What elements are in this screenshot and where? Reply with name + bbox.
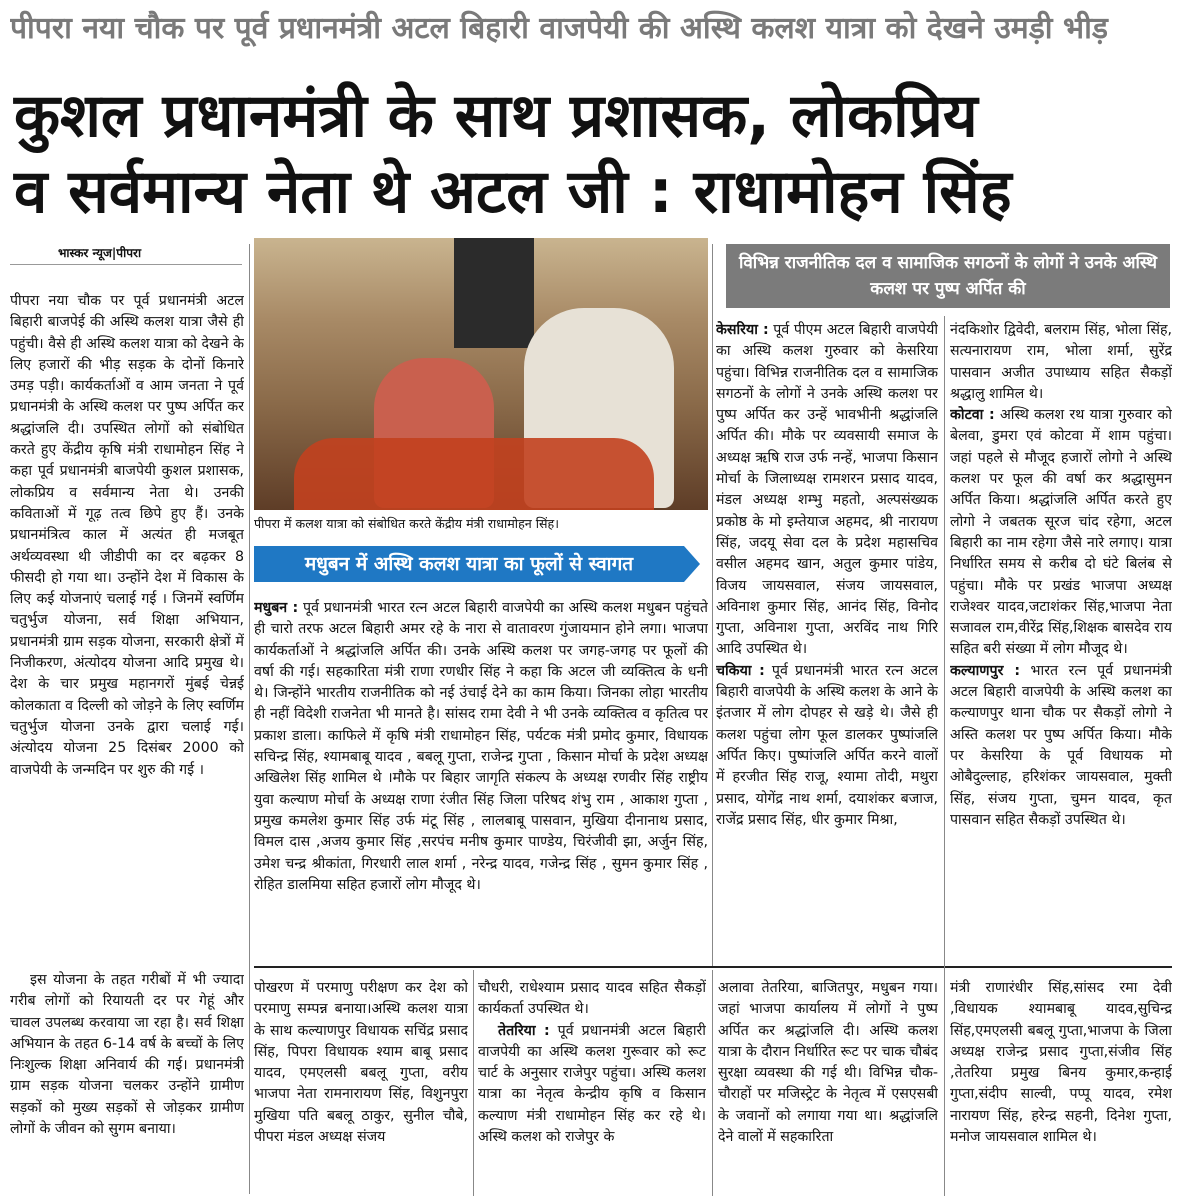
kicker-line: पीपरा नया चौक पर पूर्व प्रधानमंत्री अटल बिहारी वाजपेयी की अस्थि कलश यात्रा को देखने उमड़ी भीड़ [10, 11, 1108, 46]
bottom-column-4 [950, 978, 1172, 1198]
kesariya-paragraph [716, 320, 938, 661]
madhuban-article [254, 598, 708, 966]
column-rule-2 [712, 244, 713, 966]
kesariya-text: पूर्व पीएम अटल बिहारी वाजपेयी का अस्थि कलश गुरुवार को केसरिया पहुंचा। विभिन्न राजनीतिक दल व सामाजिक सगठनों के लोगों ने उनके अस्थि कलश पर पुष्प अर्पित कर उन्हें भावभीनी श्रद्धांजलि अर्पित की। मौके पर व्यवसायी समाज के अध्यक्ष ऋषि राज उर्फ नन्हें, भाजपा किसान मोर्चा के जिलाध्यक्ष रामशरन प्रसाद यादव, मंडल अध्यक्ष शम्भु महतो, अल्पसंख्यक प्रकोष्ठ के मो इम्तेयाज अहमद, श्री नारायण सिंह, जदयू सेवा दल के प्रदेश महासचिव वसील अहमद खान, अतुल कुमार पांडेय, विजय जायसवाल, संजय जायसवाल, अविनाश कुमार सिंह, आनंद सिंह, विनोद गुप्ता, अविनाश गुप्ता, अरविंद नाथ गिरि आदि उपस्थित थे। [716, 322, 938, 658]
right-section-banner: विभिन्न राजनीतिक दल व सामाजिक सगठनों के लोगों ने उनके अस्थि कलश पर पुष्प अर्पित की [726, 244, 1170, 308]
chakiya-paragraph [716, 661, 938, 831]
byline-divider [10, 264, 242, 265]
photo-flowers [294, 438, 654, 510]
right-column-2 [950, 320, 1172, 966]
dateline-kotwa: कोटवा : [950, 407, 995, 424]
left-column-continued [10, 970, 244, 1198]
dateline-kesariya: केसरिया : [716, 322, 769, 338]
teteriya-paragraph [478, 1021, 706, 1149]
dateline-teteriya: तेतरिया : [498, 1022, 550, 1039]
byline: भास्कर न्यूज|पीपरा [58, 246, 142, 260]
column-rule-4 [473, 970, 474, 1196]
column-rule-1 [249, 244, 250, 1194]
bottom-column-1 [254, 978, 468, 1198]
photo-caption: पीपरा में कलश यात्रा को संबोधित करते केंद्रीय मंत्री राधामोहन सिंह। [254, 516, 559, 531]
madhuban-banner-arrow [684, 546, 700, 582]
bottom-paragraph-2-intro: चौधरी, राधेश्याम प्रसाद यादव सहित सैकड़ों कार्यकर्ता उपस्थित थे। [478, 980, 706, 1018]
bottom-paragraph-4: मंत्री राणारंधीर सिंह,सांसद रमा देवी ,विधायक श्यामबाबू यादव,सुचिन्द्र सिंह,एमएलसी बबलू गुप्ता,भाजपा के जिला अध्यक्ष राजेन्द्र प्रसाद गुप्ता,संजीव सिंह ,तेतरिया प्रमुख बिनय कुमार,कन्हाई गुप्ता,संदीप साल्वी, पप्पू यादव, रमेश नारायण सिंह, हरेन्द्र सहनी, दिनेश गुप्ता, मनोज जायसवाल शामिल थे। [950, 980, 1172, 1146]
bottom-column-2 [478, 978, 706, 1198]
kalyanpur-text: भारत रत्न पूर्व प्रधानमंत्री अटल बिहारी वाजपेयी के अस्थि कलश का कल्याणपुर थाना चौक पर सैकड़ों लोगो ने अस्ति कलश पर पुष्प अर्पित किया। मौके पर केसरिया के पूर्व विधायक मो ओबैदुल्लाह, हरिशंकर जायसवाल, मुक्ती सिंह, संजय गुप्ता, चुमन यादव, कृत पासवान सहित सैकड़ों उपस्थित थे। [950, 662, 1172, 828]
bottom-paragraph-1: पोखरण में परमाणु परीक्षण कर देश को परमाणु सम्पन्न बनाया।अस्थि कलश यात्रा के साथ कल्याणपुर विधायक सचिंद्र प्रसाद सिंह, पिपरा विधायक श्याम बाबू प्रसाद यादव, एमएलसी बबलू गुप्ता, वरीय भाजपा नेता रामनारायण सिंह, विशुनपुरा मुखिया पति बबलू ठाकुर, सुनील चौबे, पीपरा मंडल अध्यक्ष संजय [254, 980, 468, 1146]
left-paragraph-2: इस योजना के तहत गरीबों में भी ज्यादा गरीब लोगों को रियायती दर पर गेहूं और चावल उपलब्ध करवाया जा रहा है। सर्व शिक्षा अभियान के तहत 6-14 वर्ष के बच्चों के लिए निःशुल्क शिक्षा अनिवार्य की गई। प्रधानमंत्री ग्राम सड़क योजना चलकर उन्होंने ग्रामीण सड़कों को मुख्य सड़कों से जोड़कर ग्रामीण लोगों के जीवन को सुगम बनाया। [10, 972, 244, 1138]
headline-line-1: कुशल प्रधानमंत्री के साथ प्रशासक, लोकप्रिय [14, 81, 978, 151]
dateline-madhuban: मधुबन : [254, 600, 299, 616]
right-column-1 [716, 320, 938, 966]
column-rule-5 [712, 970, 713, 1196]
madhuban-banner: मधुबन में अस्थि कलश यात्रा का फूलों से स्वागत [254, 546, 684, 582]
dateline-kalyanpur: कल्याणपुर : [950, 662, 1021, 679]
teteriya-text: पूर्व प्रधानमंत्री अटल बिहारी वाजपेयी का अस्थि कलश गुरूवार को रूट चार्ट के अनुसार राजेपुर पहुंचा। अस्थि कलश यात्रा का नेतृत्व केन्द्रीय कृषि व किसान कल्याण मंत्री राधामोहन सिंह कर रहे थे। अस्थि कलश को राजेपुर के [478, 1022, 706, 1146]
chakiya-continued: नंदकिशोर द्विवेदी, बलराम सिंह, भोला सिंह, सत्यनारायण राम, भोला शर्मा, सुरेंद्र पासवान अजीत उपाध्याय सहित सैकड़ों श्रद्धालु शामिल थे। [950, 322, 1172, 402]
left-column [10, 291, 244, 965]
dateline-chakiya: चकिया : [716, 662, 765, 679]
headline-line-2: व सर्वमान्य नेता थे अटल जी : राधामोहन सिंह [14, 157, 1012, 227]
headline [14, 78, 1170, 230]
bottom-column-3 [718, 978, 938, 1198]
bottom-section-divider [254, 966, 1172, 968]
kotwa-paragraph [950, 405, 1172, 661]
chakiya-text: पूर्व प्रधानमंत्री भारत रत्न अटल बिहारी वाजपेयी के अस्थि कलश के आने के इंतजार में लोग दोपहर से खड़े थे। जैसे ही कलश पहुंचा लोग फूल डालकर पुष्पांजलि अर्पित किए। पुष्पांजलि अर्पित करने वालों में हरजीत सिंह राजू, श्यामा तोदी, मथुरा प्रसाद, योगेंद्र नाथ शर्मा, दयाशंकर बजाज, राजेंद्र प्रसाद सिंह, धीर कुमार मिश्रा, [716, 662, 938, 828]
bottom-paragraph-3: अलावा तेतरिया, बाजितपुर, मधुबन गया। जहां भाजपा कार्यालय में लोगों ने पुष्प अर्पित कर श्रद्धांजलि दी। अस्थि कलश यात्रा के दौरान निर्धारित रूट पर चाक चौबंद सुरक्षा व्यवस्था की गई थी। विभिन्न चौक-चौराहों पर मजिस्ट्रेट के नेतृत्व में एसएसबी के जवानों को लगाया गया था। श्रद्धांजलि देने वालों में सहकारिता [718, 980, 938, 1146]
kalyanpur-paragraph [950, 661, 1172, 831]
kotwa-text: अस्थि कलश रथ यात्रा गुरुवार को बेलवा, डुमरा एवं कोटवा में शाम पहुंचा। जहां पहले से मौजूद हजारों लोगो ने अस्थि कलश पर फूल की वर्षा कर श्रद्धासुमन अर्पित किया। श्रद्धांजलि अर्पित करते हुए लोगो ने जबतक सूरज चांद रहेगा, अटल बिहारी का नाम रहेगा जैसे नारे लगाए। यात्रा निर्धारित समय से करीब दो घंटे बिलंब से पहुंचा। मौके पर प्रखंड भाजपा अध्यक्ष राजेश्वर यादव,जटाशंकर सिंह,भाजपा नेता सजावल राम,वीरेंद्र सिंह,शिक्षक बासदेव राय सहित बरी संख्या में लोग मौजूद थे। [950, 407, 1172, 658]
madhuban-text: पूर्व प्रधानमंत्री भारत रत्न अटल बिहारी वाजपेयी का अस्थि कलश मधुबन पहुंचते ही चारो तरफ अटल बिहारी अमर रहे के नारा से वातावरण गुंजायमान होने लगा। भाजपा कार्यकर्ताओं ने श्रद्धांजलि अर्पित की। उनके अस्थि कलश पर जगह-जगह पर फूलों की वर्षा की गई। सहकारिता मंत्री राणा रणधीर सिंह ने कहा कि अटल जी व्यक्तित्व के धनी थे। जिन्होंने भारतीय राजनीतिक को नई उंचाई देने का काम किया। जिनका लोहा भारतीय ही नहीं विदेशी राजनेता भी मानते है। सांसद रामा देवी ने भी उनके व्यक्तित्व व कृतित्व पर प्रकाश डाला। काफिले में कृषि मंत्री राधामोहन सिंह, पर्यटक मंत्री प्रमोद कुमार, विधायक सचिन्द्र सिंह, श्यामबाबू यादव , बबलू गुप्ता, राजेन्द्र गुप्ता , किसान मोर्चा के प्रदेश अध्यक्ष अखिलेश सिंह शामिल थे ।मौके पर बिहार जागृति संकल्प के अध्यक्ष रणवीर सिंह राष्ट्रीय युवा कल्याण मोर्चा के अध्यक्ष राणा रंजीत सिंह जिला परिषद शंभु राम , आकाश गुप्ता , प्रमुख कमलेश कुमार सिंह उर्फ मंटू सिंह , लालबाबू पासवान, मुखिया दीनानाथ प्रसाद, विमल दास ,अजय कुमार सिंह ,सरपंच मनीष कुमार पाण्डेय, चिरंजीवी झा, अर्जुन सिंह, उमेश चन्द्र श्रीकांता, गिरधारी लाल शर्मा , नरेन्द्र यादव, गजेन्द्र सिंह , सुमन कुमार सिंह , रोहित डालमिया सहित हजारों लोग मौजूद थे। [254, 600, 708, 893]
column-rule-3 [944, 316, 945, 1196]
left-paragraph-1: पीपरा नया चौक पर पूर्व प्रधानमंत्री अटल बिहारी बाजपेई की अस्थि कलश यात्रा जैसे ही पहुंची। वैसे ही अस्थि कलश यात्रा को देखने के लिए हजारों की भीड़ सड़क के दोनों किनारे उमड़ पड़ी। कार्यकर्ताओं व आम जनता ने पूर्व प्रधानमंत्री के अस्थि कलश पर पुष्प अर्पित कर श्रद्धांजलि दी। उपस्थित लोगों को संबोधित करते हुए केंद्रीय कृषि मंत्री राधामोहन सिंह ने कहा पूर्व प्रधानमंत्री बाजपेयी कुशल प्रशासक, लोकप्रिय व सर्वमान्य नेता थे। उनकी कविताओं में गूढ़ तत्व छिपे हुए हैं। उनके प्रधानमंत्रित्व काल में अत्यंत ही मजबूत अर्थव्यवस्था थी जीडीपी का दर बढ़कर 8 फीसदी हो गया था। उन्होंने देश में विकास के लिए कई योजनाएं चलाई गई । जिनमें स्वर्णिम चतुर्भुज योजना, सर्व शिक्षा अभियान, प्रधानमंत्री ग्राम सड़क योजना, सरकारी क्षेत्रों में निजीकरण, अंत्योदय योजना आदि प्रमुख थे। देश के चार प्रमुख महानगरों मुंबई चेन्नई कोलकाता व दिल्ली को जोड़ने के लिए स्वर्णिम चतुर्भुज योजना उनके द्वारा चलाई गई।अंत्योदय योजना 25 दिसंबर 2000 को वाजपेयी के जन्मदिन पर शुरु की गई । [10, 293, 244, 778]
photo-figure-background [454, 238, 534, 348]
madhuban-paragraph [254, 598, 708, 896]
news-photo [254, 238, 708, 510]
